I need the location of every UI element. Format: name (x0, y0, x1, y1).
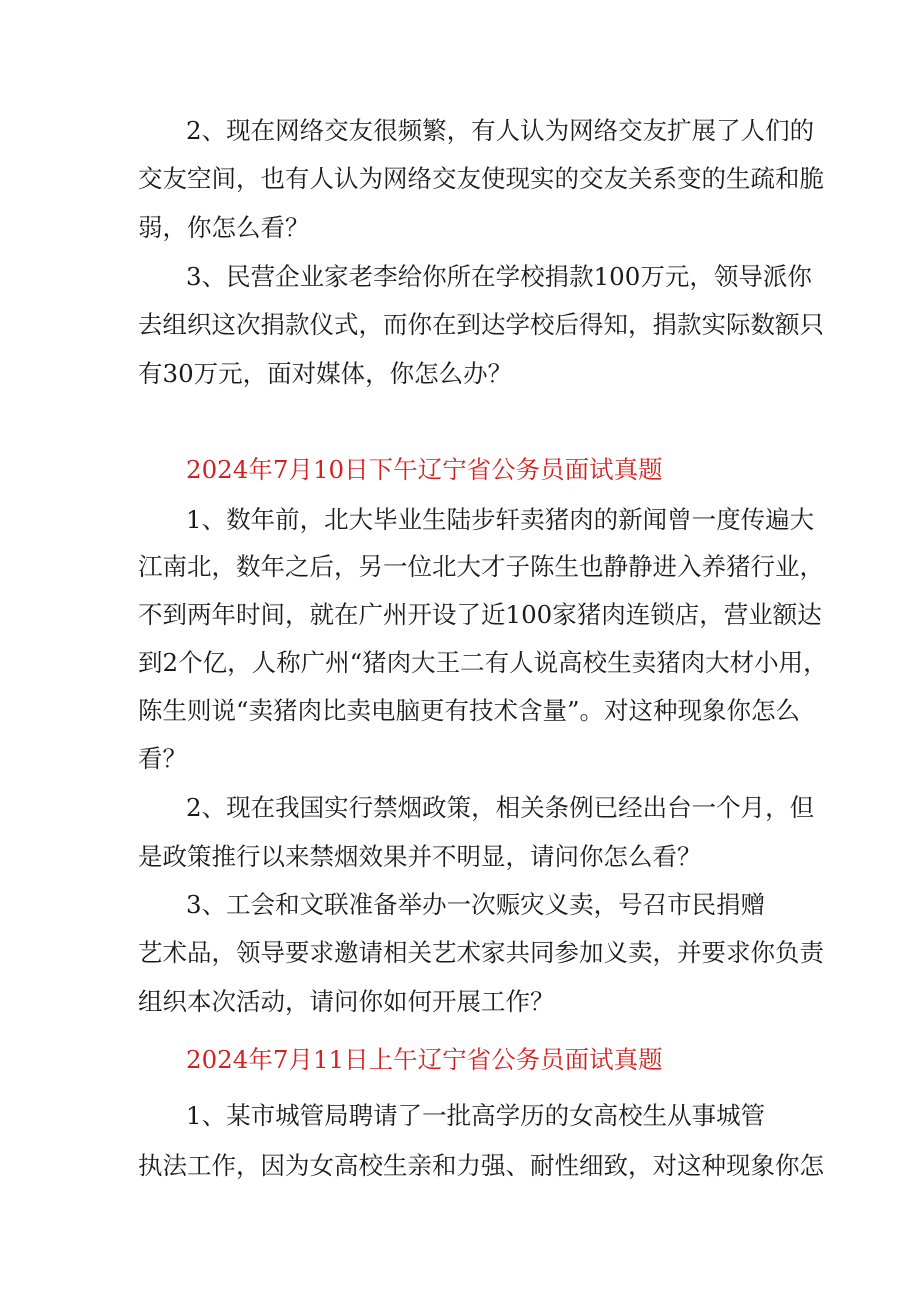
paragraph-line: 组织本次活动，请问你如何开展工作？ (138, 987, 555, 1016)
paragraph-line: 1、某市城管局聘请了一批高学历的女高校生从事城管 (186, 1101, 766, 1130)
paragraph-line: 2、现在网络交友很频繁，有人认为网络交友扩展了人们的 (186, 116, 815, 145)
paragraph-line: 1、数年前，北大毕业生陆步轩卖猪肉的新闻曾一度传遍大 (186, 505, 815, 534)
paragraph-line: 有30万元，面对媒体，你怎么办？ (138, 359, 513, 388)
paragraph-line: 艺术品，领导要求邀请相关艺术家共同参加义卖，并要求你负责 (138, 938, 824, 967)
paragraph-line: 到2个亿，人称广州“猪肉大王二有人说高校生卖猪肉大材小用， (138, 648, 828, 677)
paragraph-line: 3、工会和文联准备举办一次赈灾义卖，号召市民捐赠 (186, 890, 766, 919)
paragraph-line: 3、民营企业家老李给你所在学校捐款100万元，领导派你 (186, 262, 812, 291)
paragraph-line: 不到两年时间，就在广州开设了近100家猪肉连锁店，营业额达 (138, 600, 822, 629)
section-heading: 2024年7月11日上午辽宁省公务员面试真题 (186, 1045, 663, 1074)
section-heading: 2024年7月10日下午辽宁省公务员面试真题 (186, 455, 663, 484)
paragraph-line: 2、现在我国实行禁烟政策，相关条例已经出台一个月，但 (186, 793, 815, 822)
paragraph-line: 江南北，数年之后，另一位北大才子陈生也静静进入养猪行业， (138, 552, 824, 581)
paragraph-line: 看？ (138, 744, 187, 773)
paragraph-line: 陈生则说“卖猪肉比卖电脑更有技术含量”。对这种现象你怎么 (138, 696, 801, 725)
paragraph-line: 是政策推行以来禁烟效果并不明显，请问你怎么看？ (138, 842, 702, 871)
paragraph-line: 去组织这次捐款仪式，而你在到达学校后得知，捐款实际数额只 (138, 310, 824, 339)
paragraph-line: 交友空间，也有人认为网络交友使现实的交友关系变的生疏和脆 (138, 164, 824, 193)
paragraph-line: 弱，你怎么看？ (138, 213, 310, 242)
paragraph-line: 执法工作，因为女高校生亲和力强、耐性细致，对这种现象你怎 (138, 1151, 824, 1180)
